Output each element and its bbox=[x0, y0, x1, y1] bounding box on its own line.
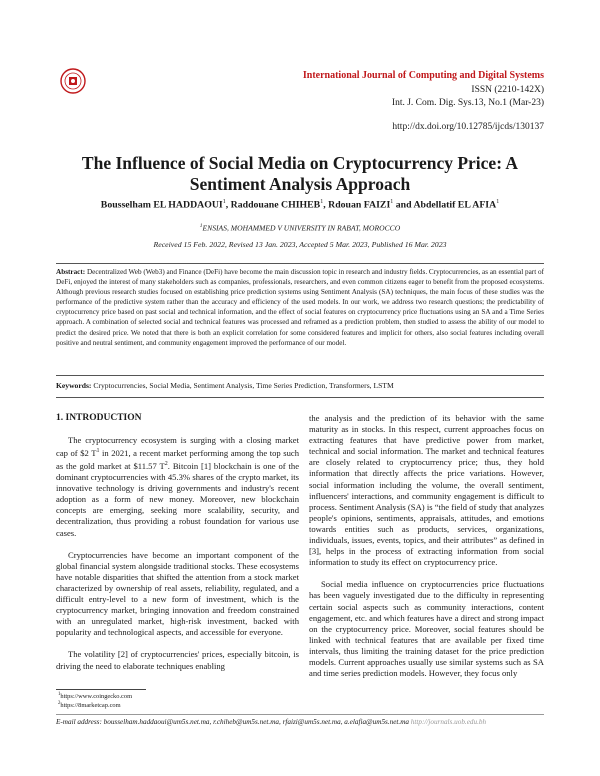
body-column-right bbox=[309, 413, 544, 690]
footnote-ref: 2 bbox=[164, 461, 168, 468]
footnote-link[interactable]: https://www.coingecko.com bbox=[60, 693, 133, 701]
paper-title-line: Sentiment Analysis Approach bbox=[189, 174, 411, 194]
author-affiliation-mark: 1 bbox=[390, 199, 394, 205]
paragraph-text: . Bitcoin [1] blockchain is one of the dominant cryptocurrencies with 45.3% shares of the crypto market, its innovative technology is driving governments and industry's recent adoption as a form of new money. Moreover, new blockchain concepts are emerging, seeking more scalability, security, and decentralization, thus providing a robust foundation for various use cases. bbox=[56, 461, 300, 538]
abstract-bottom-rule bbox=[56, 375, 544, 376]
footnote-ref: 1 bbox=[96, 448, 100, 455]
author-list bbox=[40, 199, 560, 210]
footnote bbox=[58, 692, 132, 700]
paragraph bbox=[56, 435, 299, 539]
paragraph: The volatility [2] of cryptocurrencies' prices, especially bitcoin, is driving the need to elaborate techniques enabling bbox=[56, 649, 299, 671]
author-name: Rdouan FAIZI bbox=[328, 199, 391, 211]
affiliation-mark: 1 bbox=[199, 223, 203, 229]
email-addresses[interactable]: E-mail address: bousselham.haddaoui@um5s.net.ma, r.chiheb@um5s.net.ma, rfaizi@um5s.net.ma, a.elafia@um5s.net.ma bbox=[56, 718, 409, 726]
footnote-link[interactable]: https://8marketcap.com bbox=[60, 702, 121, 710]
paragraph-text: in 2021, a recent market performing among the top such as the gold market at $11.57 T bbox=[56, 448, 300, 471]
journal-seal-icon bbox=[60, 68, 86, 94]
paragraph: Cryptocurrencies have become an important component of the global financial system alongside traditional stocks. These ecosystems have notable disparities that shifted the attention from a stock market characterized by ownership of real assets, reliability, regulated, and a difficult entry-level to a new form of investment, which is the cryptocurrency market, bringing innovation and freedom constrained with an unregulated market, high-risk investment, backed with popularity and technological aspects, and accessible for everyone. bbox=[56, 549, 299, 638]
footnote-mark: 2 bbox=[58, 701, 61, 706]
author-separator: , bbox=[225, 199, 231, 211]
author-separator: , bbox=[323, 199, 329, 211]
received-dates: Received 15 Feb. 2022, Revised 13 Jan. 2023, Accepted 5 Mar. 2023, Published 16 Mar. 2023 bbox=[153, 240, 447, 249]
abstract-label: Abstract: bbox=[56, 268, 86, 276]
author-affiliation-mark: 1 bbox=[496, 199, 500, 205]
section-heading: 1. INTRODUCTION bbox=[56, 413, 142, 423]
footnote-mark: 1 bbox=[58, 692, 61, 697]
body-column-left bbox=[56, 413, 299, 683]
author-name: Abdellatif EL AFIA bbox=[413, 199, 497, 211]
affiliation bbox=[40, 223, 560, 233]
author-name: Bousselham EL HADDAOUI bbox=[100, 199, 223, 211]
keywords-label: Keywords: bbox=[56, 381, 92, 390]
footnote-rule bbox=[56, 689, 146, 690]
affiliation-text: ENSIAS, MOHAMMED V UNIVERSITY IN RABAT, MOROCCO bbox=[202, 223, 401, 233]
journal-citation: Int. J. Com. Dig. Sys.13, No.1 (Mar-23) bbox=[391, 98, 544, 108]
paper-title bbox=[50, 153, 550, 195]
author-affiliation-mark: 1 bbox=[222, 199, 226, 205]
keywords-text: Cryptocurrencies, Social Media, Sentiment Analysis, Time Series Prediction, Transformers, LSTM bbox=[93, 381, 394, 390]
doi-link[interactable]: http://dx.doi.org/10.12785/ijcds/130137 bbox=[392, 122, 544, 132]
issn: ISSN (2210-142X) bbox=[471, 85, 544, 95]
journal-url[interactable]: http://journals.uob.edu.bh bbox=[410, 718, 487, 726]
author-affiliation-mark: 1 bbox=[320, 199, 324, 205]
abstract-text: Decentralized Web (Web3) and Finance (DeFi) have become the main discussion topic in research and industry fields. Cryptocurrencies, as an essential part of DeFi, enjoyed the interest of many stakeholders such as companies, professionals, researchers, and even common citizens eager to benefit from the proposed ecosystems. Although previous research studies focused on establishing price prediction systems using Sentiment Analysis (SA) techniques, the main focus of these studies was the performance of the predictive system rather than the accuracy and efficiency of the used models. In our work, we address two research questions; the predictability of cryptocurrency price based on past social and technical information, and the effect of social features on cryptocurrency price fluctuations using an SA and a Time Series approach. A combination of selected social and technical features was processed and reframed as a prediction problem, then studied to assess the ability of our model to predict the desired price. We noted that there is both an explicit correlation for some considered features and implicit for others, also social features including overall positive and neutral sentiment, and community engagement improved the performance of our model. bbox=[56, 268, 545, 347]
paragraph: the analysis and the prediction of its behavior with the same maturity as in stocks. In this respect, current approaches focus on extracting features that have predictive power from market, technical and social information. The market and technical features are closely related to cryptocurrency price; thus, they hold information that directly affects the price variations. However, social information including the volume, the overall sentiment, influencers' interactions, and community engagement is difficult to process. Sentiment Analysis (SA) is “the field of study that analyzes people's opinions, sentiments, appraisals, attitudes, and emotions towards entities such as products, services, organizations, individuals, issues, events, topics, and their attributes” as defined in [3], helps in the process of extracting information from social information to study its effect on cryptocurrency price. bbox=[309, 413, 544, 568]
journal-name: International Journal of Computing and Digital Systems bbox=[302, 70, 544, 81]
paragraph: Social media influence on cryptocurrencies price fluctuations has been vaguely investigated due to the difficulty in representing certain social aspects such as community interactions, content engagement, etc. and which features have a direct and strong impact on the cryptocurrency price. Moreover, social features should be linked with technical features that are available per fixed time intervals, thus limiting the training dataset for the price prediction models. Current approaches usually use similar systems such as SA and time series prediction models. However, they focus only bbox=[309, 579, 544, 679]
author-separator: and bbox=[393, 199, 414, 211]
keywords-rule bbox=[56, 397, 544, 398]
footer-email bbox=[56, 718, 486, 726]
keywords bbox=[56, 381, 544, 390]
footnote bbox=[58, 701, 121, 709]
author-name: Raddouane CHIHEB bbox=[230, 199, 321, 211]
abstract bbox=[56, 267, 544, 348]
paper-title-line: The Influence of Social Media on Cryptocurrency Price: A bbox=[81, 153, 519, 173]
footer-rule bbox=[56, 714, 544, 715]
abstract-top-rule bbox=[56, 263, 544, 264]
paragraph-text: The cryptocurrency ecosystem is surging with a closing market cap of $2 T bbox=[56, 435, 299, 459]
